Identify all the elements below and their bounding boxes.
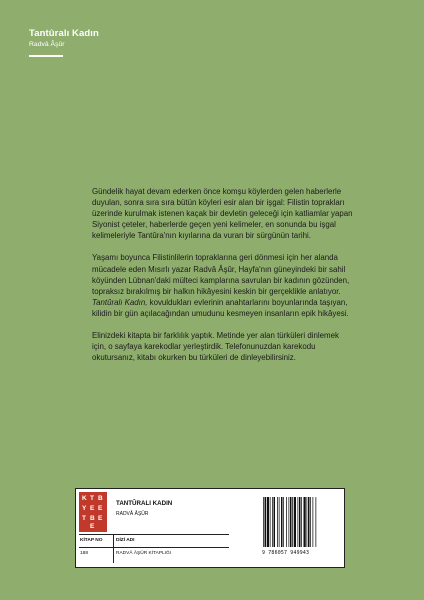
logo-letter: K — [82, 495, 87, 502]
blurb-title-italic: Tantûralı Kadın, — [92, 297, 148, 307]
logo-letter: E — [90, 505, 95, 512]
table-divider — [113, 535, 114, 563]
blurb-paragraph-3: Elinizdeki kitapta bir farklılık yaptık. Metinde yer alan türküleri dinlemek için, o sayfaya karekodlar yerleştirdik. Telefonunuzdan karekodu okutursanız, kitabı okurken bu türküleri de dinleyebilirsiniz. — [92, 331, 339, 363]
blurb-text: Yaşamı boyunca Filistinlilerin topraklarına geri dönmesi için her alanda mücadele eden Mısırlı yazar Radvâ Âşûr, Hayfa'nın güneyindeki bir sahil köyünden Lübnan'daki mülteci kamplarına savrulan bir kadının gözünden, topraksız bırakılmış bir halkın hikâyesini keskin bir gerçeklikle anlatıyor. — [92, 253, 350, 296]
logo-letter: E — [98, 515, 103, 522]
blurb-paragraph-1: Gündelik hayat devam ederken önce komşu köylerden gelen haberlerle duyulan, sonra sıra sıra bütün köyleri esir alan bir işgal: Filistin toprakları üzerinde kurulmak istenen kaçak bir devletin geleceği için katliamlar yapan Siyonist çeteler, haberlerde geçen yeni kelimeler, en sonunda bu işgal kelimeleriyle Tantûra'nın kıyılarına da vuran bir sürgünün tarihi. — [92, 187, 353, 241]
isbn-barcode — [262, 497, 334, 547]
dizi-adi-header: DİZİ ADI — [116, 538, 135, 543]
logo-letter: T — [82, 515, 86, 522]
title-underline — [29, 55, 63, 57]
label-table — [79, 534, 229, 556]
kitap-no-value: 188 — [80, 551, 89, 556]
isbn-number: 9 786057 949943 — [262, 550, 310, 556]
blurb-paragraph-2 — [92, 252, 354, 319]
blurb-text: kovuldukları evlerinin anahtarlarını boyunlarında taşıyan, kilidin bir gün açılacağından umudunu kesmeyen insanların epik hikâyesi. — [92, 297, 349, 318]
logo-letter: E — [98, 505, 103, 512]
book-title: Tantûralı Kadın — [29, 28, 99, 39]
kitap-no-header: KİTAP NO — [80, 538, 103, 543]
blurb — [92, 186, 354, 374]
logo-letter: T — [90, 495, 94, 502]
logo-letter: B — [98, 495, 103, 502]
logo-letter: Y — [82, 505, 87, 512]
publisher-logo — [79, 492, 107, 532]
catalog-label — [75, 488, 345, 568]
table-divider — [79, 547, 229, 548]
dizi-adi-value: RADVÂ ÂŞÛR KİTAPLIĞI — [116, 551, 172, 556]
label-author: RADVÂ ÂŞÛR — [116, 511, 149, 517]
label-title: TANTÛRALI KADIN — [116, 500, 173, 507]
book-author: Radvâ Âşûr — [29, 41, 65, 48]
logo-letter: B — [90, 515, 95, 522]
logo-letter: E — [90, 523, 95, 530]
